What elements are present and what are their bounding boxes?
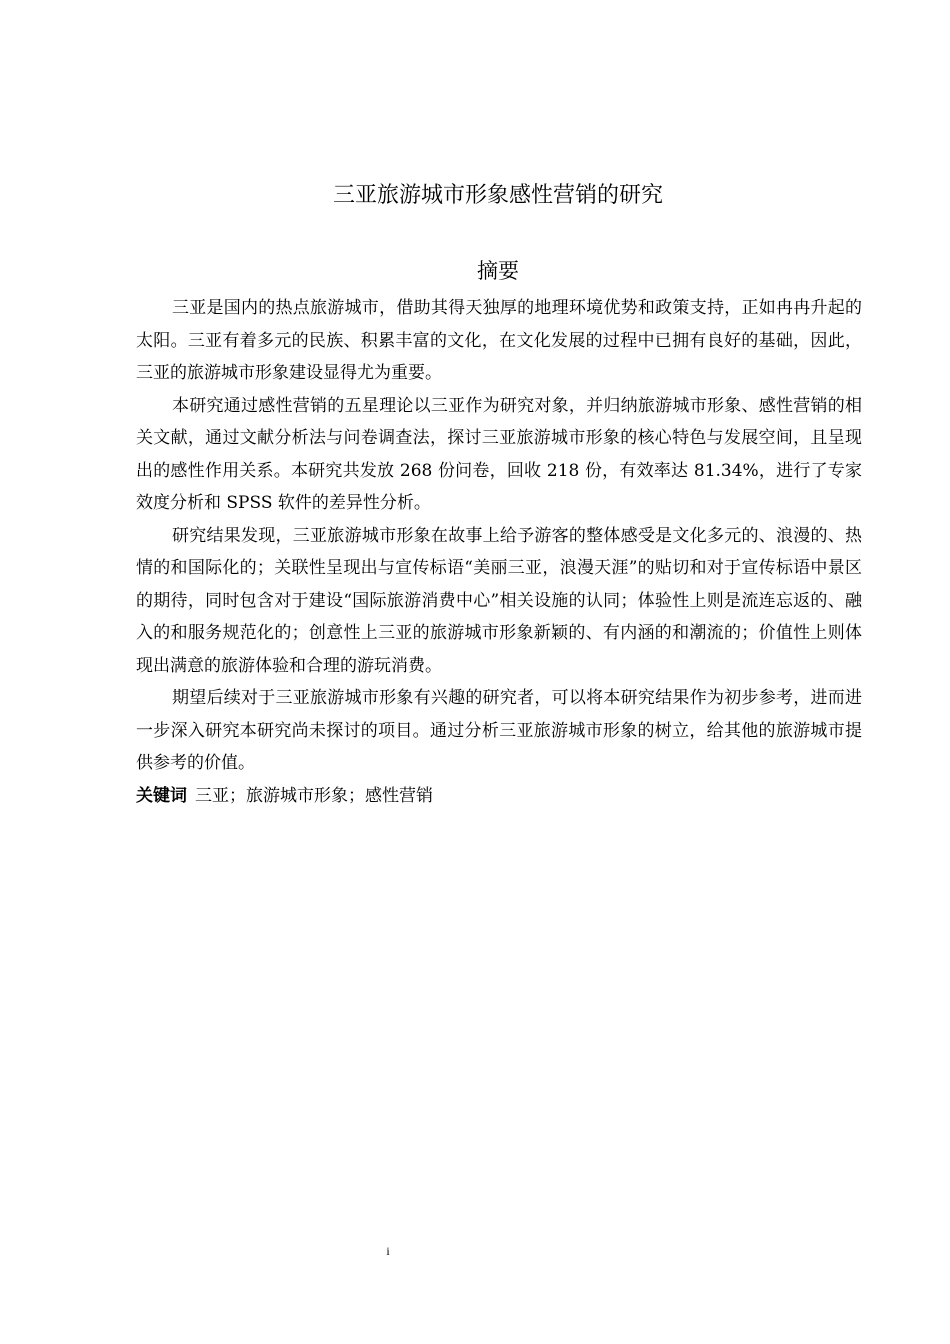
abstract-paragraph-4: 期望后续对于三亚旅游城市形象有兴趣的研究者，可以将本研究结果作为初步参考，进而进一步深入研究本研究尚未探讨的项目。通过分析三亚旅游城市形象的树立，给其他的旅游城市提供参考的价值。 <box>136 688 862 773</box>
document-title: 三亚旅游城市形象感性营销的研究 <box>332 183 663 208</box>
page-number: i <box>386 1244 390 1258</box>
abstract-heading: 摘要 <box>477 259 519 283</box>
keywords-values: 三亚；旅游城市形象；感性营销 <box>195 785 433 806</box>
keywords-label: 关键词 <box>136 785 187 806</box>
abstract-paragraph-3: 研究结果发现，三亚旅游城市形象在故事上给予游客的整体感受是文化多元的、浪漫的、热情的和国际化的；关联性呈现出与宣传标语“美丽三亚，浪漫天涯”的贴切和对于宣传标语中景区的期待，同时包含对于建设“国际旅游消费中心”相关设施的认同；体验性上则是流连忘返的、融入的和服务规范化的；创意性上三亚的旅游城市形象新颖的、有内涵的和潮流的；价值性上则体现出满意的旅游体验和合理的游玩消费。 <box>136 525 862 676</box>
keywords-line <box>136 780 862 813</box>
abstract-paragraph-2: 本研究通过感性营销的五星理论以三亚作为研究对象，并归纳旅游城市形象、感性营销的相关文献，通过文献分析法与问卷调查法，探讨三亚旅游城市形象的核心特色与发展空间，且呈现出的感性作用关系。本研究共发放 268 份问卷，回收 218 份，有效率达 81.34%，进行了专家效度分析和 SPSS 软件的差异性分析。 <box>136 395 862 513</box>
abstract-body <box>136 292 862 812</box>
abstract-paragraph-1: 三亚是国内的热点旅游城市，借助其得天独厚的地理环境优势和政策支持，正如冉冉升起的太阳。三亚有着多元的民族、积累丰富的文化，在文化发展的过程中已拥有良好的基础，因此，三亚的旅游城市形象建设显得尤为重要。 <box>136 298 862 383</box>
